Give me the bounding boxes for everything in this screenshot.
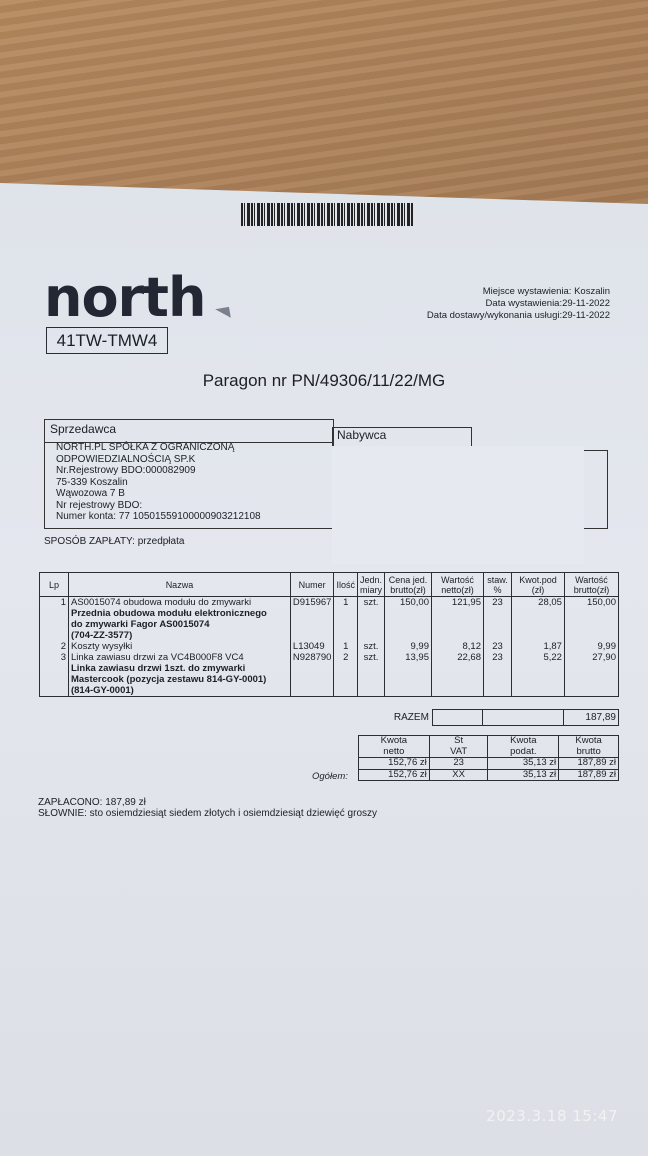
col-rate <box>483 573 511 597</box>
razem-row <box>39 709 619 726</box>
item-rate: 23 <box>492 652 503 663</box>
item-number: D915967 <box>292 597 332 608</box>
item-net: 121,95 <box>451 597 481 608</box>
col-nazwa: Nazwa <box>68 573 290 597</box>
desc-line: (814-GY-0001) <box>70 685 134 696</box>
table-row <box>40 597 619 697</box>
item-unit: szt. <box>363 641 379 652</box>
vat-tax: 35,13 zł <box>488 758 559 770</box>
vat-total-label: Ogółem: <box>312 771 348 782</box>
item-desc <box>71 619 288 630</box>
col-price-1: Cena jed. <box>388 574 428 585</box>
row-lp: 2 <box>60 641 66 652</box>
vat-col-gross-1: Kwota <box>575 735 602 746</box>
cell-name <box>68 597 290 697</box>
item-rate: 23 <box>492 597 503 608</box>
col-rate-1: staw. <box>487 574 508 585</box>
paid-amount: ZAPŁACONO: 187,89 zł <box>38 797 146 808</box>
vat-col-rate-2: VAT <box>450 745 468 757</box>
item-gross: 27,90 <box>592 652 616 663</box>
col-gross-2: brutto(zł) <box>573 584 610 595</box>
vat-col-tax-1: Kwota <box>510 735 537 746</box>
col-gross-1: Wartość <box>575 574 608 585</box>
col-gross <box>564 573 618 597</box>
vat-header-row <box>359 736 619 758</box>
item-gross: 9,99 <box>597 641 616 652</box>
payment-method: SPOSÓB ZAPŁATY: przedpłata <box>44 536 185 547</box>
vat-gross: 187,89 zł <box>559 769 619 781</box>
item-number: N928790 <box>292 652 332 663</box>
col-unit-2: miary <box>360 584 382 595</box>
razem-value: 187,89 <box>564 710 619 726</box>
seller-line: 75-339 Koszalin <box>56 476 128 488</box>
vat-col-rate <box>429 736 488 758</box>
wood-background <box>0 0 648 215</box>
col-unit <box>357 573 384 597</box>
issue-place: Miejsce wystawienia: Koszalin <box>482 286 610 297</box>
items-table <box>39 572 619 697</box>
buyer-redacted-area <box>332 446 584 564</box>
vat-col-net-2: netto <box>383 745 405 757</box>
cell-net <box>432 597 484 697</box>
cell-price <box>385 597 432 697</box>
item-qty: 1 <box>343 641 349 652</box>
col-net <box>432 573 484 597</box>
vat-tax: 35,13 zł <box>488 769 559 781</box>
col-price <box>385 573 432 597</box>
col-tax-1: Kwot.pod <box>519 574 557 585</box>
item-net: 22,68 <box>457 652 481 663</box>
item-rate: 23 <box>492 641 503 652</box>
vat-col-tax-2: podat. <box>510 745 537 757</box>
item-desc <box>71 608 288 619</box>
amount-in-words: SŁOWNIE: sto osiemdziesiąt siedem złotych i osiemdziesiąt dziewięć groszy <box>38 808 378 819</box>
item-price: 9,99 <box>410 641 429 652</box>
cell-lp <box>40 597 69 697</box>
desc-line: (704-ZZ-3577) <box>70 630 133 641</box>
seller-line: Nr.Rejestrowy BDO:000082909 <box>56 465 196 476</box>
cell-tax <box>511 597 564 697</box>
receipt-title: Paragon nr PN/49306/11/22/MG <box>202 371 446 390</box>
desc-line: Mastercook (pozycja zestawu 814-GY-0001) <box>70 674 267 685</box>
vat-col-net-1: Kwota <box>380 735 408 746</box>
buyer-box-edge <box>584 450 608 529</box>
item-price: 150,00 <box>399 597 429 608</box>
vat-summary-table <box>358 735 619 781</box>
buyer-heading: Nabywca <box>337 428 387 442</box>
item-tax: 5,22 <box>543 652 562 663</box>
item-name: AS0015074 obudowa modułu do zmywarki <box>70 597 252 608</box>
cell-qty <box>334 597 358 697</box>
document-code: 41TW-TMW4 <box>46 327 168 354</box>
item-price: 13,95 <box>405 652 429 663</box>
cell-number <box>290 597 334 697</box>
col-net-1: Wartość <box>441 574 474 585</box>
barcode <box>241 203 413 226</box>
photo-timestamp: 2023.3.18 15:47 <box>486 1107 618 1125</box>
vat-rate: XX <box>429 769 488 781</box>
razem-empty <box>432 710 483 726</box>
col-price-2: brutto(zł) <box>390 584 426 595</box>
cell-unit <box>357 597 384 697</box>
item-gross: 150,00 <box>586 597 616 608</box>
desc-line: Linka zawiasu drzwi 1szt. do zmywarki <box>70 663 246 674</box>
item-desc <box>71 663 288 674</box>
vat-col-gross-2: brutto <box>576 745 601 757</box>
col-numer: Numer <box>290 573 334 597</box>
col-net-2: netto(zł) <box>441 584 474 595</box>
table-header-row <box>40 573 619 597</box>
item-desc <box>71 674 288 685</box>
vat-net: 152,76 zł <box>359 769 430 781</box>
item-unit: szt. <box>363 597 379 608</box>
item-name: Koszty wysyłki <box>70 641 133 652</box>
item-net: 8,12 <box>462 641 481 652</box>
vat-col-tax <box>488 736 559 758</box>
row-lp: 3 <box>60 652 66 663</box>
item-qty: 2 <box>343 652 349 663</box>
cell-rate <box>483 597 511 697</box>
seller-line: NORTH.PL SPÓŁKA Z OGRANICZONĄ <box>56 442 235 453</box>
desc-line: do zmywarki Fagor AS0015074 <box>70 619 210 630</box>
item-number: L13049 <box>292 641 325 652</box>
seller-line: Numer konta: 77 10501559100000903212108 <box>56 511 261 522</box>
col-rate-2: % <box>493 584 502 595</box>
seller-heading: Sprzedawca <box>50 422 117 436</box>
col-ilosc: Ilość <box>334 573 358 597</box>
row-lp: 1 <box>60 597 66 608</box>
col-tax-2: (zł) <box>531 584 545 595</box>
item-unit: szt. <box>363 652 379 663</box>
col-tax <box>511 573 564 597</box>
cell-gross <box>564 597 618 697</box>
vat-row <box>359 758 619 770</box>
item-desc <box>71 630 288 641</box>
issue-date: Data wystawienia:29-11-2022 <box>485 298 610 309</box>
item-desc <box>71 685 288 696</box>
desc-line: Przednia obudowa modułu elektronicznego <box>70 608 267 619</box>
razem-empty <box>483 710 564 726</box>
seller-line: ODPOWIEDZIALNOŚCIĄ SP.K <box>56 453 196 465</box>
vat-col-rate-1: St <box>454 735 464 746</box>
vat-total-row <box>359 769 619 781</box>
col-lp: Lp <box>40 573 69 597</box>
delivery-date: Data dostawy/wykonania usługi:29-11-2022 <box>426 310 610 321</box>
issue-meta <box>427 286 610 322</box>
vat-col-net <box>359 736 430 758</box>
col-unit-1: Jedn. <box>359 574 383 585</box>
razem-label: RAZEM <box>393 712 429 723</box>
seller-details <box>56 442 261 523</box>
seller-line: Nr rejestrowy BDO: <box>56 499 143 511</box>
item-qty: 1 <box>343 597 349 608</box>
seller-line: Wąwozowa 7 B <box>56 488 125 499</box>
vat-rate: 23 <box>429 758 488 770</box>
north-logo: north <box>44 266 206 329</box>
item-tax: 1,87 <box>543 641 562 652</box>
item-tax: 28,05 <box>538 597 562 608</box>
vat-gross: 187,89 zł <box>559 758 619 770</box>
vat-col-gross <box>559 736 619 758</box>
vat-net: 152,76 zł <box>359 758 430 770</box>
item-name: Linka zawiasu drzwi za VC4B000F8 VC4 <box>70 652 244 663</box>
